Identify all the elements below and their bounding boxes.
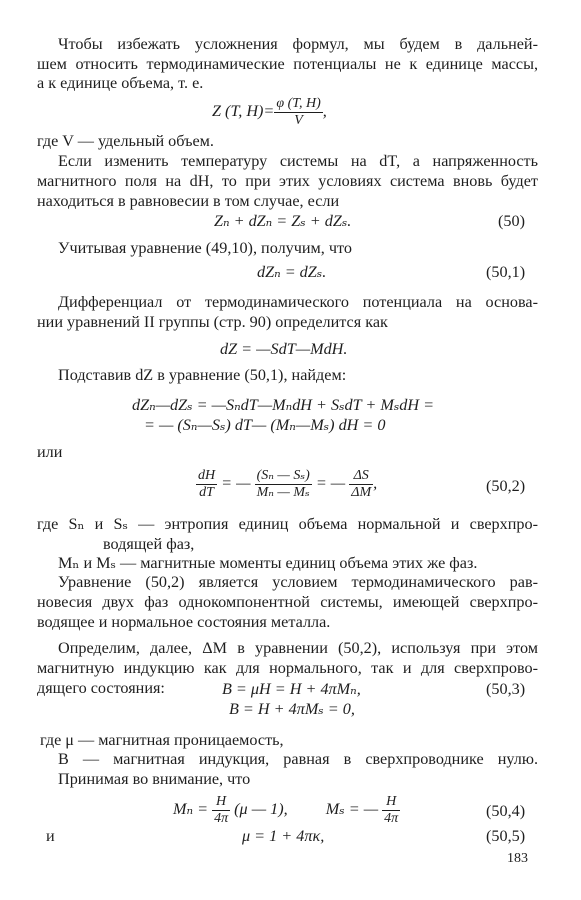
text-line: Определим, далее, ΔM в уравнении (50,2), используя при этом bbox=[58, 639, 538, 657]
equation-dz: dZ = —SdT—MdH. bbox=[220, 340, 348, 358]
text-line: B — магнитная индукция, равная в сверхпроводнике нулю. bbox=[58, 750, 538, 768]
equation-number: (50) bbox=[498, 212, 525, 230]
equation-number: (50,3) bbox=[486, 680, 526, 698]
equation-50-4: Mₙ = $\frac{H}{4\pi}$ (μ — 1), Mₛ = — $\frac{H}{4\pi}$ bbox=[173, 794, 399, 826]
equation-50-1: dZₙ = dZₛ. bbox=[257, 263, 327, 281]
fraction: $\frac{dH}{dT}$ bbox=[198, 468, 216, 500]
equation-number: (50,5) bbox=[486, 827, 526, 845]
text-line: Уравнение (50,2) является условием термодинамического рав- bbox=[58, 573, 538, 591]
text-line: где μ — магнитная проницаемость, bbox=[40, 731, 284, 749]
fraction: $\frac{\varphi (T, H)}{V}$ bbox=[276, 96, 321, 128]
text-line: Подставив dZ в уравнение (50,1), найдем: bbox=[58, 366, 347, 384]
text-line: находиться в равновесии в том случае, если bbox=[37, 192, 340, 210]
text-line: Дифференциал от термодинамического потенциала на основа- bbox=[58, 293, 538, 311]
text-line: а к единице объема, т. е. bbox=[37, 74, 204, 92]
fraction: $\frac{H}{4\pi}$ bbox=[384, 794, 399, 826]
fraction: $\frac{\text{(Sₙ — Sₛ)}}{\text{Mₙ — Mₛ}}$ bbox=[256, 468, 310, 500]
equation-z: Z (T, H)= $\frac{\varphi (T, H)}{V}$ , bbox=[212, 96, 327, 128]
text-line: магнитного поля на dH, то при этих условиях система вновь будет bbox=[37, 172, 538, 190]
text-line: шем относить термодинамические потенциалы не к единице массы, bbox=[37, 55, 538, 73]
text-line: где Sₙ и Sₛ — энтропия единиц объема нормальной и сверхпро- bbox=[37, 515, 538, 533]
text-line: водящей фаз, bbox=[103, 535, 195, 553]
text-line: Учитывая уравнение (49,10), получим, что bbox=[58, 239, 352, 257]
text-line: нии уравнений II группы (стр. 90) определится как bbox=[37, 313, 388, 331]
fraction: $\frac{H}{4\pi}$ bbox=[214, 794, 229, 826]
text-line: водящее и нормальное состояния металла. bbox=[37, 613, 331, 631]
text-line: Mₙ и Mₛ — магнитные моменты единиц объема этих же фаз. bbox=[58, 554, 478, 572]
text-line: дящего состояния: bbox=[37, 679, 165, 697]
equation-50-2: $\frac{dH}{dT}$ = — $\frac{\text{(Sₙ — Sₛ)}}{\text{Mₙ — Mₛ}}$ = — $\frac{\Delta S}{\Delta M}$ , bbox=[198, 468, 378, 500]
equation-substitution-line-2: = — (Sₙ—Sₛ) dT— (Mₙ—Mₛ) dH = 0 bbox=[144, 416, 386, 434]
equation-50-5: μ = 1 + 4πκ, bbox=[242, 827, 325, 845]
text-line: Принимая во внимание, что bbox=[58, 770, 251, 788]
equation-50: Zₙ + dZₙ = Zₛ + dZₛ. bbox=[214, 212, 352, 230]
equation-number: (50,2) bbox=[486, 477, 526, 495]
equation-50-3-line-1: B = μH = H + 4πMₙ, bbox=[222, 680, 361, 698]
text-line: где V — удельный объем. bbox=[37, 132, 214, 150]
text-line: магнитную индукцию как для нормального, так и для сверхпрово- bbox=[37, 659, 538, 677]
text-line: и bbox=[46, 827, 55, 845]
equation-number: (50,1) bbox=[486, 263, 526, 281]
fraction: $\frac{\Delta S}{\Delta M}$ bbox=[351, 468, 372, 500]
text-line: новесия двух фаз однокомпонентной системы, имеющей сверхпро- bbox=[37, 593, 538, 611]
text-line: Чтобы избежать усложнения формул, мы будем в дальней- bbox=[58, 35, 538, 53]
equation-number: (50,4) bbox=[486, 802, 526, 820]
text-line: Если изменить температуру системы на dT, а напряженность bbox=[58, 152, 538, 170]
equation-substitution-line-1: dZₙ—dZₛ = —SₙdT—MₙdH + SₛdT + MₛdH = bbox=[132, 396, 435, 414]
page-number: 183 bbox=[507, 851, 528, 866]
equation-50-3-line-2: B = H + 4πMₛ = 0, bbox=[229, 700, 355, 718]
text-line: или bbox=[37, 443, 63, 461]
